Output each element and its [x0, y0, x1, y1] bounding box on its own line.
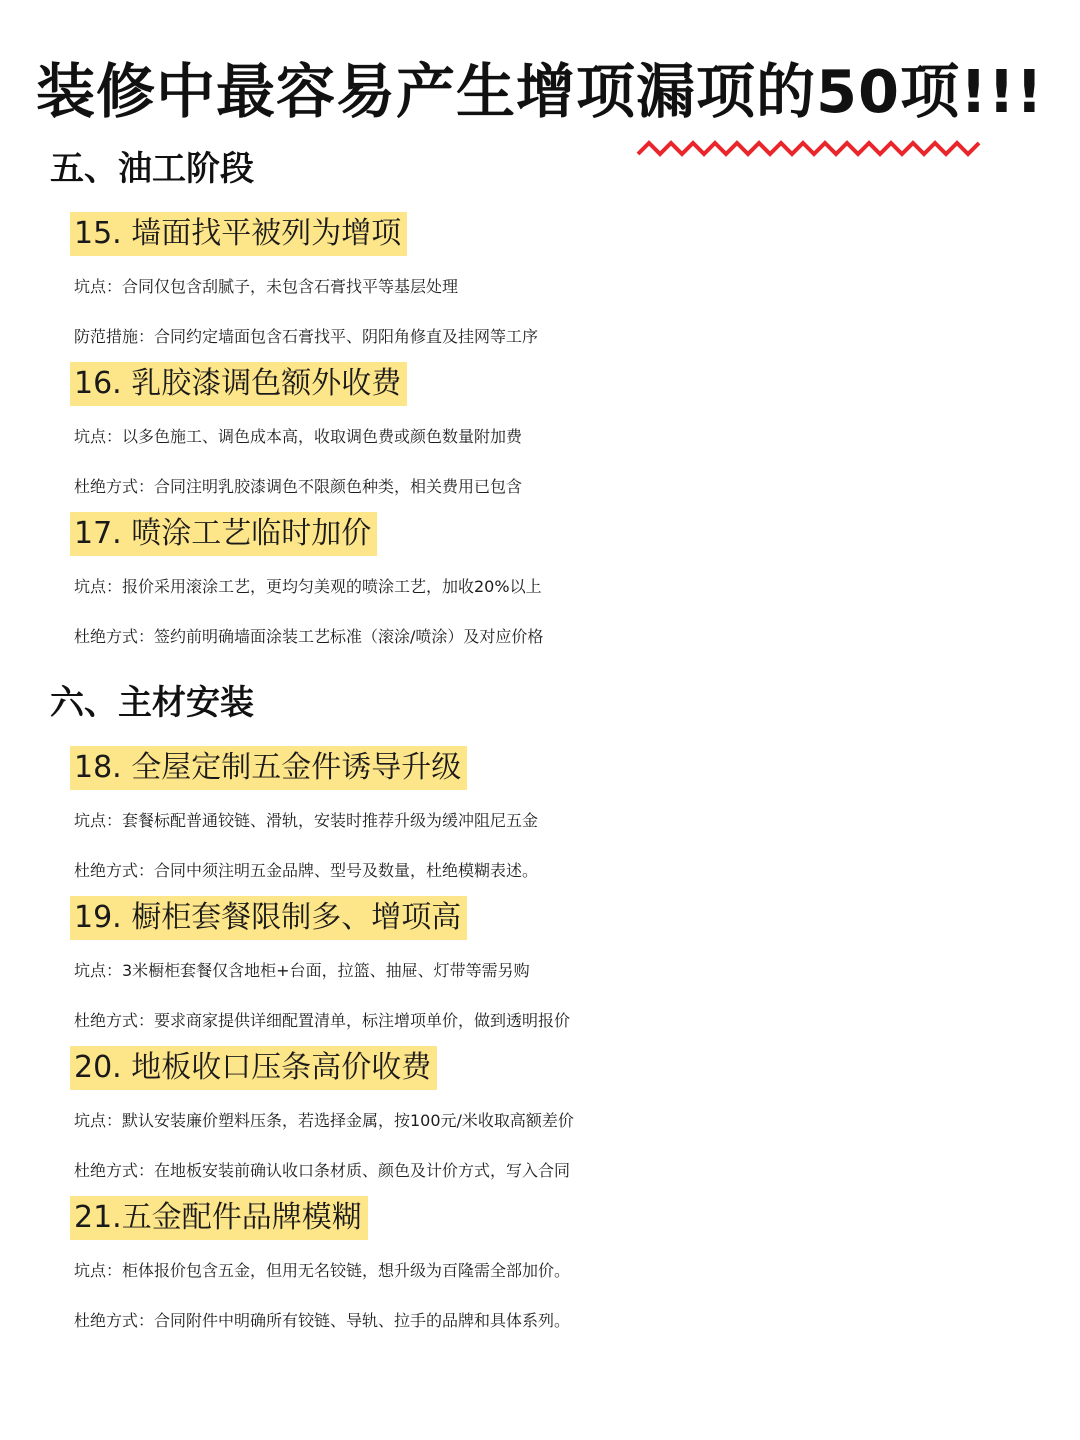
pitfall-text: 坑点：柜体报价包含五金，但用无名铰链，想升级为百隆需全部加价。 — [74, 1261, 571, 1280]
item-title-highlight: 21.五金配件品牌模糊 — [70, 1196, 368, 1240]
prevention-text: 防范措施：合同约定墙面包含石膏找平、阴阳角修直及挂网等工序 — [74, 327, 539, 346]
list-item-heading — [70, 212, 1060, 262]
pitfall-text: 坑点：3米橱柜套餐仅含地柜+台面，拉篮、抽屉、灯带等需另购 — [74, 961, 530, 980]
prevention-text: 杜绝方式：在地板安装前确认收口条材质、颜色及计价方式，写入合同 — [74, 1161, 571, 1180]
pitfall-text: 坑点：报价采用滚涂工艺，更均匀美观的喷涂工艺，加收20%以上 — [74, 577, 542, 596]
list-item-heading — [70, 896, 1060, 946]
prevention-text: 杜绝方式：合同附件中明确所有铰链、导轨、拉手的品牌和具体系列。 — [74, 1311, 571, 1330]
item-title-highlight: 19. 橱柜套餐限制多、增项高 — [70, 896, 467, 940]
prevention-text: 杜绝方式：合同注明乳胶漆调色不限颜色种类，相关费用已包含 — [74, 477, 523, 496]
section-list-painting — [70, 212, 1060, 662]
section-heading-painting: 五、油工阶段 — [50, 149, 254, 189]
section-list-main-materials — [70, 746, 1060, 1346]
item-title-highlight: 17. 喷涂工艺临时加价 — [70, 512, 377, 556]
item-title-highlight: 16. 乳胶漆调色额外收费 — [70, 362, 407, 406]
prevention-text: 杜绝方式：合同中须注明五金品牌、型号及数量，杜绝模糊表述。 — [74, 861, 539, 880]
page-title: 装修中最容易产生增项漏项的50项!!! — [36, 57, 1044, 126]
list-item-heading — [70, 362, 1060, 412]
zigzag-underline-decoration — [636, 138, 988, 160]
prevention-text: 杜绝方式：签约前明确墙面涂装工艺标准（滚涂/喷涂）及对应价格 — [74, 627, 544, 646]
item-title-highlight: 18. 全屋定制五金件诱导升级 — [70, 746, 467, 790]
pitfall-text: 坑点：合同仅包含刮腻子，未包含石膏找平等基层处理 — [74, 277, 459, 296]
item-title-highlight: 15. 墙面找平被列为增项 — [70, 212, 407, 256]
pitfall-text: 坑点：以多色施工、调色成本高，收取调色费或颜色数量附加费 — [74, 427, 523, 446]
list-item-heading — [70, 512, 1060, 562]
list-item-heading — [70, 746, 1060, 796]
list-item-heading — [70, 1196, 1060, 1246]
item-title-highlight: 20. 地板收口压条高价收费 — [70, 1046, 437, 1090]
pitfall-text: 坑点：默认安装廉价塑料压条，若选择金属，按100元/米收取高额差价 — [74, 1111, 574, 1130]
pitfall-text: 坑点：套餐标配普通铰链、滑轨，安装时推荐升级为缓冲阻尼五金 — [74, 811, 539, 830]
list-item-heading — [70, 1046, 1060, 1096]
section-heading-main-materials: 六、主材安装 — [50, 683, 254, 723]
prevention-text: 杜绝方式：要求商家提供详细配置清单，标注增项单价，做到透明报价 — [74, 1011, 571, 1030]
